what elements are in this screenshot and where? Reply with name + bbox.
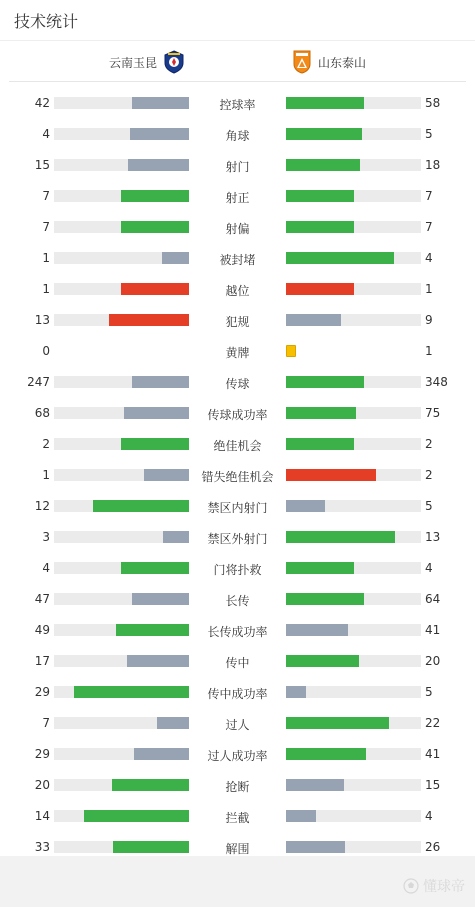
home-value: 42: [34, 96, 50, 110]
away-bar-fill: [286, 655, 359, 667]
stat-row: [0, 491, 475, 522]
home-bar-fill: [162, 252, 189, 264]
home-value: 14: [34, 809, 50, 823]
away-bar-track: [286, 438, 421, 450]
home-value: 1: [42, 251, 50, 265]
home-bar-fill: [163, 531, 189, 543]
away-bar-track: [286, 469, 421, 481]
away-value: 1: [425, 282, 433, 296]
stat-label: 射门: [225, 160, 250, 174]
away-bar-track: [286, 655, 421, 667]
away-bar-track: [286, 159, 421, 171]
stat-label: 射正: [225, 191, 250, 205]
teams-header: [9, 41, 466, 82]
away-bar-fill: [286, 500, 325, 512]
home-value: 0: [42, 344, 50, 358]
home-bar-track: [54, 438, 189, 450]
home-bar-fill: [121, 221, 189, 233]
soccer-ball-icon: [403, 878, 419, 894]
home-bar-track: [54, 190, 189, 202]
home-value: 7: [42, 716, 50, 730]
home-bar-track: [54, 97, 189, 109]
stats-list: [0, 88, 475, 863]
stat-label: 绝佳机会: [213, 439, 262, 453]
home-bar-track: [54, 717, 189, 729]
stat-label: 门将扑救: [213, 563, 262, 577]
away-value: 20: [425, 654, 441, 668]
home-value: 12: [34, 499, 50, 513]
home-bar-track: [54, 345, 189, 357]
away-bar-track: [286, 190, 421, 202]
stat-row: [0, 305, 475, 336]
home-bar-track: [54, 531, 189, 543]
home-value: 247: [27, 375, 50, 389]
home-team-badge-icon: [164, 50, 184, 74]
away-value: 41: [425, 747, 441, 761]
home-bar-fill: [121, 438, 189, 450]
home-bar-track: [54, 779, 189, 791]
stat-label: 过人成功率: [207, 749, 268, 763]
yellow-card-icon: [286, 345, 296, 357]
away-bar-fill: [286, 376, 364, 388]
home-value: 13: [34, 313, 50, 327]
watermark: [403, 876, 465, 896]
home-bar-fill: [132, 376, 189, 388]
away-bar-fill: [286, 593, 364, 605]
stat-row: [0, 181, 475, 212]
away-bar-track: [286, 97, 421, 109]
home-bar-track: [54, 624, 189, 636]
home-bar-track: [54, 841, 189, 853]
away-bar-track: [286, 252, 421, 264]
away-bar-fill: [286, 779, 344, 791]
stat-row: [0, 708, 475, 739]
away-bar-track: [286, 686, 421, 698]
stat-row: [0, 119, 475, 150]
away-bar-track: [286, 221, 421, 233]
home-bar-track: [54, 686, 189, 698]
stat-row: [0, 615, 475, 646]
away-bar-track: [286, 407, 421, 419]
away-value: 75: [425, 406, 441, 420]
stat-label: 越位: [225, 284, 250, 298]
stat-row: [0, 522, 475, 553]
stat-label: 拦截: [225, 811, 250, 825]
away-value: 5: [425, 127, 433, 141]
away-bar-fill: [286, 531, 395, 543]
away-value: 2: [425, 437, 433, 451]
page-title: 技术统计: [14, 11, 79, 31]
away-value: 4: [425, 561, 433, 575]
away-bar-track: [286, 562, 421, 574]
stat-row: [0, 243, 475, 274]
home-value: 33: [34, 840, 50, 854]
home-bar-fill: [84, 810, 189, 822]
stat-label: 解围: [225, 842, 250, 856]
away-bar-fill: [286, 283, 354, 295]
away-value: 26: [425, 840, 441, 854]
home-bar-fill: [132, 97, 189, 109]
stat-row: [0, 367, 475, 398]
home-team[interactable]: [109, 50, 184, 74]
home-value: 1: [42, 282, 50, 296]
home-bar-track: [54, 314, 189, 326]
stat-row: [0, 212, 475, 243]
away-bar-fill: [286, 97, 364, 109]
away-value: 1: [425, 344, 433, 358]
away-bar-fill: [286, 748, 366, 760]
home-bar-fill: [134, 748, 189, 760]
footer: [0, 856, 475, 907]
away-bar-fill: [286, 624, 348, 636]
away-bar-fill: [286, 438, 354, 450]
home-bar-fill: [116, 624, 189, 636]
away-bar-track: [286, 810, 421, 822]
home-bar-track: [54, 252, 189, 264]
home-bar-fill: [93, 500, 189, 512]
home-value: 29: [34, 685, 50, 699]
home-value: 4: [42, 561, 50, 575]
away-bar-track: [286, 624, 421, 636]
away-bar-fill: [286, 190, 354, 202]
stat-label: 禁区外射门: [207, 532, 268, 546]
home-value: 17: [34, 654, 50, 668]
home-value: 68: [34, 406, 50, 420]
home-bar-fill: [132, 593, 189, 605]
stat-row: [0, 429, 475, 460]
home-value: 3: [42, 530, 50, 544]
home-bar-fill: [113, 841, 189, 853]
away-bar-track: [286, 593, 421, 605]
away-bar-track: [286, 531, 421, 543]
home-value: 1: [42, 468, 50, 482]
home-bar-track: [54, 810, 189, 822]
home-bar-track: [54, 407, 189, 419]
away-value: 348: [425, 375, 448, 389]
home-bar-fill: [157, 717, 189, 729]
home-bar-track: [54, 562, 189, 574]
stat-label: 射偏: [225, 222, 250, 236]
away-value: 64: [425, 592, 441, 606]
home-value: 29: [34, 747, 50, 761]
stat-label: 传球成功率: [207, 408, 268, 422]
stat-label: 抢断: [225, 780, 250, 794]
away-bar-fill: [286, 221, 354, 233]
away-value: 5: [425, 499, 433, 513]
home-value: 15: [34, 158, 50, 172]
home-bar-fill: [124, 407, 189, 419]
stat-label: 控球率: [219, 98, 256, 112]
away-bar-fill: [286, 686, 306, 698]
stat-label: 传中: [225, 656, 250, 670]
away-value: 13: [425, 530, 441, 544]
away-value: 9: [425, 313, 433, 327]
home-bar-track: [54, 376, 189, 388]
away-bar-track: [286, 283, 421, 295]
home-bar-fill: [112, 779, 189, 791]
away-value: 41: [425, 623, 441, 637]
home-value: 47: [34, 592, 50, 606]
home-bar-track: [54, 159, 189, 171]
away-value: 22: [425, 716, 441, 730]
stat-label: 禁区内射门: [207, 501, 268, 515]
watermark-text: 懂球帝: [423, 879, 465, 895]
away-bar-fill: [286, 128, 362, 140]
home-bar-fill: [109, 314, 189, 326]
home-bar-track: [54, 128, 189, 140]
away-bar-track: [286, 128, 421, 140]
away-value: 4: [425, 809, 433, 823]
away-value: 2: [425, 468, 433, 482]
stat-label: 错失绝佳机会: [201, 470, 274, 484]
stat-row: [0, 398, 475, 429]
home-bar-track: [54, 748, 189, 760]
home-bar-fill: [128, 159, 189, 171]
away-bar-track: [286, 779, 421, 791]
stat-row: [0, 150, 475, 181]
away-bar-track: [286, 841, 421, 853]
stat-row: [0, 584, 475, 615]
home-bar-fill: [127, 655, 189, 667]
stat-row: [0, 460, 475, 491]
home-value: 7: [42, 220, 50, 234]
away-bar-track: [286, 500, 421, 512]
home-bar-track: [54, 500, 189, 512]
stat-row: [0, 801, 475, 832]
stat-label: 过人: [225, 718, 250, 732]
header: [0, 0, 475, 41]
home-bar-fill: [121, 562, 189, 574]
away-bar-fill: [286, 314, 341, 326]
stat-label: 黄牌: [225, 346, 250, 360]
away-value: 4: [425, 251, 433, 265]
stat-label: 犯规: [225, 315, 250, 329]
stat-label: 长传: [225, 594, 250, 608]
home-value: 4: [42, 127, 50, 141]
home-bar-fill: [121, 283, 189, 295]
home-bar-fill: [130, 128, 189, 140]
away-bar-track: [286, 376, 421, 388]
away-value: 58: [425, 96, 441, 110]
away-value: 7: [425, 189, 433, 203]
away-team[interactable]: [292, 50, 366, 74]
home-bar-fill: [144, 469, 189, 481]
stat-row: [0, 88, 475, 119]
away-bar-fill: [286, 407, 356, 419]
stat-label: 角球: [225, 129, 250, 143]
stat-row: [0, 646, 475, 677]
home-bar-fill: [74, 686, 189, 698]
stat-row: [0, 739, 475, 770]
away-value: 18: [425, 158, 441, 172]
away-bar-fill: [286, 717, 389, 729]
away-bar-track: [286, 717, 421, 729]
home-value: 20: [34, 778, 50, 792]
away-team-name: 山东泰山: [318, 55, 367, 70]
home-value: 2: [42, 437, 50, 451]
stat-label: 长传成功率: [207, 625, 268, 639]
stat-label: 传球: [225, 377, 250, 391]
home-value: 49: [34, 623, 50, 637]
stat-row: [0, 274, 475, 305]
away-team-badge-icon: [292, 50, 312, 74]
stat-row: [0, 553, 475, 584]
stat-row: [0, 770, 475, 801]
away-bar-fill: [286, 469, 376, 481]
home-team-name: 云南玉昆: [108, 55, 157, 70]
away-bar-fill: [286, 841, 345, 853]
away-value: 5: [425, 685, 433, 699]
stat-row: [0, 336, 475, 367]
home-value: 7: [42, 189, 50, 203]
away-bar-fill: [286, 252, 394, 264]
away-bar-fill: [286, 810, 316, 822]
away-value: 7: [425, 220, 433, 234]
stat-row: [0, 677, 475, 708]
home-bar-track: [54, 593, 189, 605]
home-bar-track: [54, 655, 189, 667]
away-value: 15: [425, 778, 441, 792]
stat-label: 被封堵: [219, 253, 256, 267]
home-bar-track: [54, 221, 189, 233]
stat-label: 传中成功率: [207, 687, 268, 701]
home-bar-track: [54, 469, 189, 481]
home-bar-fill: [121, 190, 189, 202]
away-bar-track: [286, 748, 421, 760]
away-bar-fill: [286, 562, 354, 574]
away-bar-track: [286, 314, 421, 326]
away-bar-fill: [286, 159, 360, 171]
home-bar-track: [54, 283, 189, 295]
